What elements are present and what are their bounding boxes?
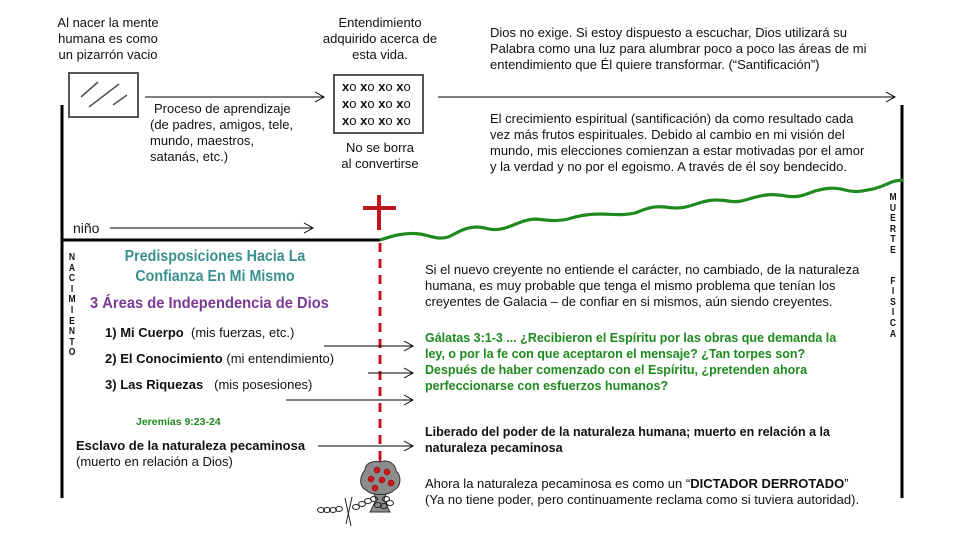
xo-cell: xo xyxy=(342,96,357,111)
defeated-dictator-text: Ahora la naturaleza pecaminosa es como un “DICTADOR DERROTADO” (Ya no tiene poder, pero continuamente reclama como si tuviera autoridad). xyxy=(425,476,895,508)
area-1-arrow xyxy=(324,341,413,351)
learning-process-text: Proceso de aprendizaje (de padres, amigos, tele, mundo, maestros, satanás, etc.) xyxy=(150,101,294,164)
xo-grid xyxy=(342,78,422,129)
xo-cell: xo xyxy=(396,113,411,128)
slave-arrow xyxy=(318,441,413,451)
xo-cell: xo xyxy=(396,79,411,94)
sanctification-text: Dios no exige. Si estoy dispuesto a escuchar, Dios utilizará su Palabra como una luz para alumbrar poco a poco las áreas de mi entendimiento que Él quiere transformar. (“Santificación”) xyxy=(490,25,867,72)
xo-row xyxy=(342,112,422,129)
jeremiah-reference: Jeremías 9:23-24 xyxy=(136,416,221,428)
new-believer-text: Si el nuevo creyente no entiende el carácter, no cambiado, de la naturaleza humana, es muy probable que tenga el mismo problema que tenían los creyentes de Galacia – de confiar en si mismos, aún siendo creyentes. xyxy=(425,262,860,309)
area-item-1: 1) Mi Cuerpo (mis fuerzas, etc.) xyxy=(105,325,295,340)
xo-cell: xo xyxy=(342,113,357,128)
xo-cell: xo xyxy=(360,96,375,111)
spiritual-growth-line xyxy=(380,180,903,240)
xo-cell: xo xyxy=(360,113,375,128)
xo-row xyxy=(342,95,422,112)
area-2-arrow xyxy=(368,368,413,378)
xo-cell: xo xyxy=(378,113,393,128)
xo-cell: xo xyxy=(378,96,393,111)
not-erased-caption: No se borra al convertirse xyxy=(341,140,419,171)
independence-heading: 3 Áreas de Independencia de Dios xyxy=(90,295,329,312)
slave-text: Esclavo de la naturaleza pecaminosa (muerto en relación a Dios) xyxy=(76,438,306,469)
dictator-line: Ahora la naturaleza pecaminosa es como un “DICTADOR DERROTADO” xyxy=(425,476,849,491)
sanctification-arrow xyxy=(438,92,895,102)
area-item-3: 3) Las Riquezas (mis posesiones) xyxy=(105,377,313,392)
understanding-caption: Entendimiento adquirido acerca de esta vida. xyxy=(322,15,438,62)
blank-mind-caption: Al nacer la mente humana es como un pizarrón vacio xyxy=(57,15,159,62)
death-label: M U E R T E F I S I C A xyxy=(889,192,897,340)
area-item-2: 2) El Conocimiento (mi entendimiento) xyxy=(105,351,335,366)
child-label: niño xyxy=(73,220,100,236)
xo-cell: xo xyxy=(360,79,375,94)
child-arrow xyxy=(110,223,313,233)
xo-cell: xo xyxy=(378,79,393,94)
predispositions-heading: Predisposiciones Hacia La Confianza En Mi Mismo xyxy=(124,248,306,285)
xo-cell: xo xyxy=(342,79,357,94)
freed-text: Liberado del poder de la naturaleza humana; muerto en relación a la naturaleza pecaminosa xyxy=(425,425,830,455)
xo-cell: xo xyxy=(396,96,411,111)
spiritual-growth-text: El crecimiento espiritual (santificación) da como resultado cada vez más frutos espirituales. Debido al cambio en mi visión del mundo, mis elecciones comienzan a estar motivadas por el amor y la verdad y no por el egoismo. A través de él soy bendecido. xyxy=(490,111,865,174)
independence-areas-list xyxy=(105,325,334,403)
galatians-quote: Gálatas 3:1-3 ... ¿Recibieron el Espíritu por las obras que demanda la ley, o por la fe con que aceptaron el mensaje? ¿Tan torpes son? Después de haber comenzado con el Espíritu, ¿pretenden ahora perfeccionarse con esfuerzos humanos? xyxy=(425,331,837,393)
cross-icon xyxy=(363,195,396,230)
xo-row xyxy=(342,78,422,95)
sin-tree-icon xyxy=(361,459,400,512)
birth-label: N A C I M I E N T O xyxy=(68,252,76,359)
